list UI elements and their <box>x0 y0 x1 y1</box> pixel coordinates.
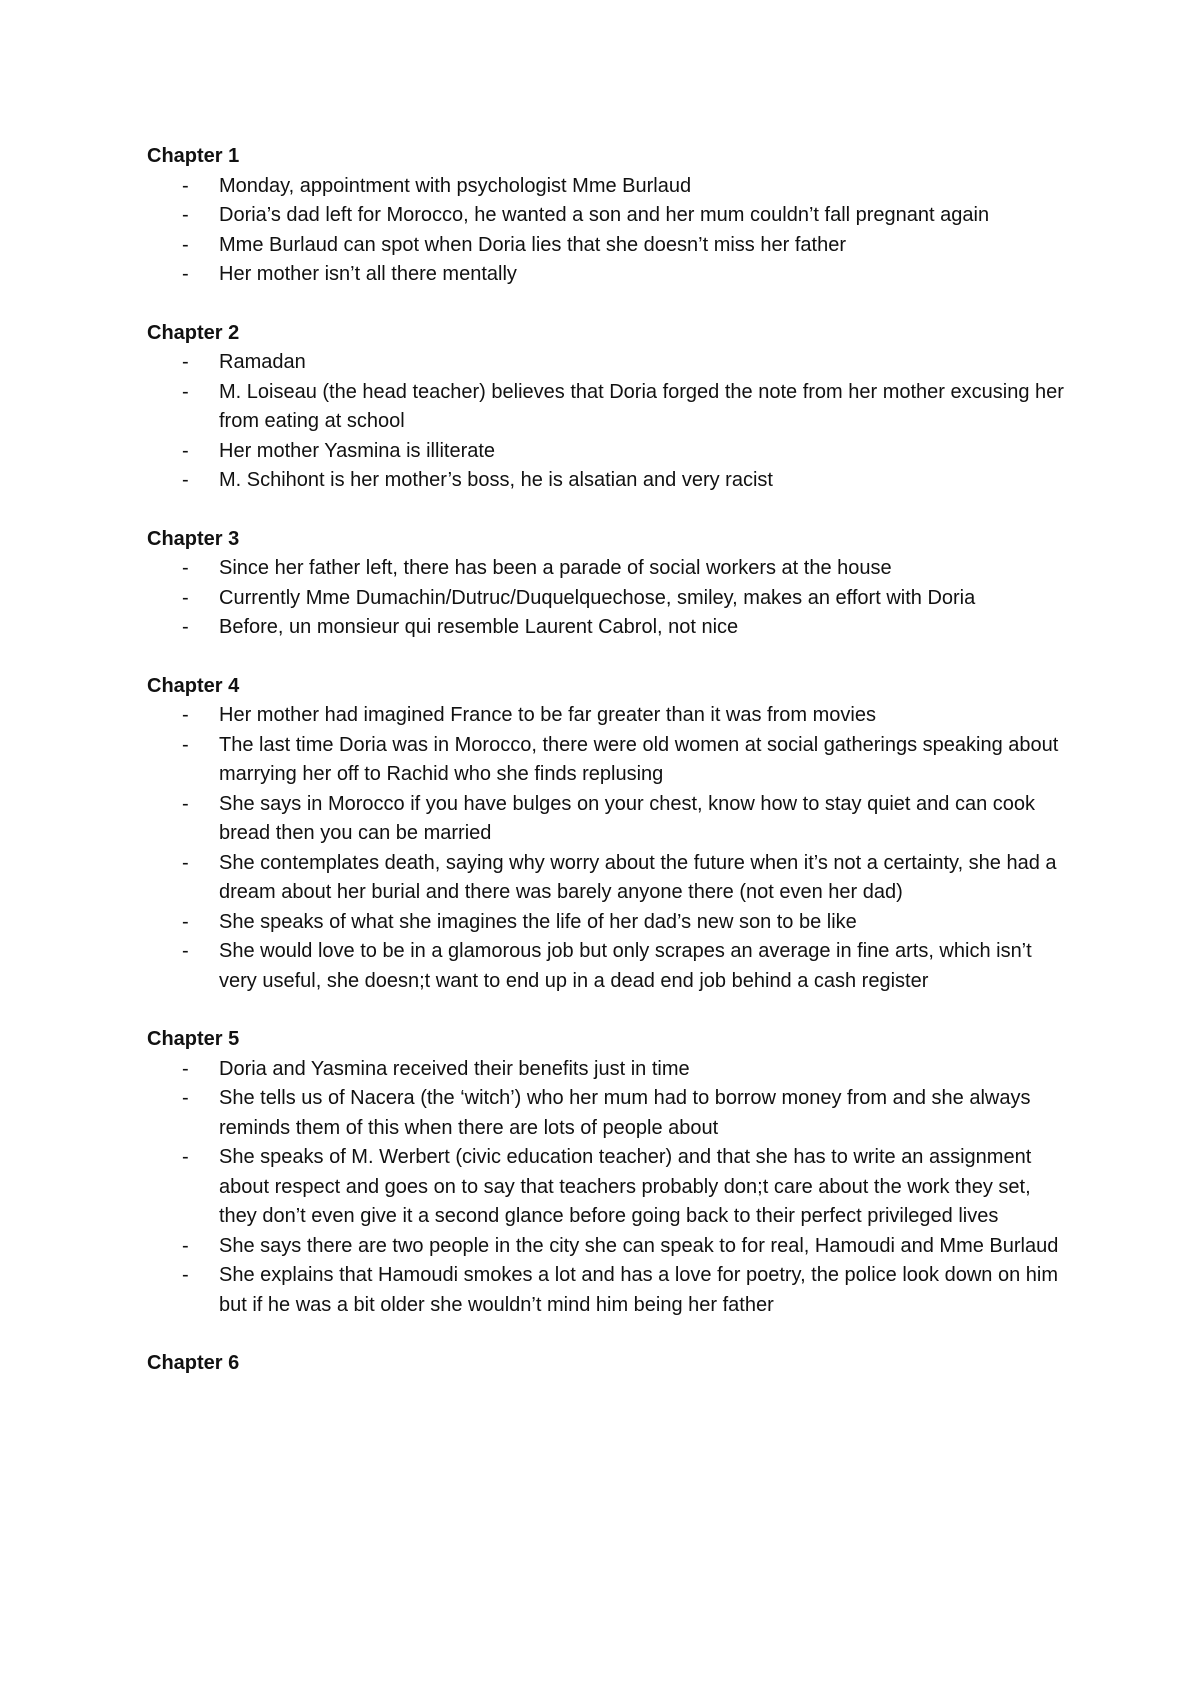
list-item <box>147 201 1067 231</box>
list-item <box>147 172 1067 202</box>
list-item <box>147 613 1067 643</box>
list-item <box>147 466 1067 496</box>
dash-bullet-icon: - <box>182 733 189 756</box>
list-item-text: M. Loiseau (the head teacher) believes that Doria forged the note from her mother excusing her from eating at school <box>219 380 1064 432</box>
list-item <box>147 1261 1067 1320</box>
chapter-heading: Chapter 6 <box>147 1352 240 1374</box>
list-item <box>147 378 1067 437</box>
dash-bullet-icon: - <box>182 616 189 638</box>
list-item <box>147 231 1067 261</box>
list-item-text: Monday, appointment with psychologist Mme Burlaud <box>219 174 692 197</box>
chapter-heading: Chapter 4 <box>147 674 240 697</box>
bullet-list <box>147 554 1067 643</box>
list-item <box>147 790 1067 849</box>
bullet-list <box>147 701 1067 996</box>
dash-bullet-icon: - <box>182 204 189 226</box>
dash-bullet-icon: - <box>182 351 189 373</box>
list-item-text: M. Schihont is her mother’s boss, he is alsatian and very racist <box>219 469 773 491</box>
list-item <box>147 348 1067 378</box>
dash-bullet-icon: - <box>182 263 189 285</box>
list-item <box>147 437 1067 467</box>
list-item-text: She tells us of Nacera (the ‘witch’) who her mum had to borrow money from and she always reminds them of this when there are lots of people about <box>219 1087 1031 1139</box>
list-item-text: Since her father left, there has been a parade of social workers at the house <box>219 557 892 579</box>
document-page <box>147 142 1067 1408</box>
list-item-text: Her mother had imagined France to be far greater than it was from movies <box>219 704 876 726</box>
list-item <box>147 260 1067 290</box>
bullet-list <box>147 1055 1067 1321</box>
list-item <box>147 731 1067 790</box>
dash-bullet-icon: - <box>182 704 189 726</box>
dash-bullet-icon: - <box>182 792 189 815</box>
list-item <box>147 849 1067 908</box>
list-item-text: Her mother Yasmina is illiterate <box>219 439 496 462</box>
dash-bullet-icon: - <box>182 233 189 256</box>
list-item-text: She says in Morocco if you have bulges on your chest, know how to stay quiet and can cook bread then you can be married <box>219 792 1036 844</box>
list-item-text: Her mother isn’t all there mentally <box>219 263 517 285</box>
list-item-text: Currently Mme Dumachin/Dutruc/Duquelquechose, smiley, makes an effort with Doria <box>219 586 976 609</box>
chapter-heading: Chapter 2 <box>147 321 240 344</box>
chapter-heading: Chapter 5 <box>147 1028 240 1050</box>
dash-bullet-icon: - <box>182 439 189 462</box>
list-item <box>147 908 1067 938</box>
list-item <box>147 554 1067 584</box>
dash-bullet-icon: - <box>182 557 189 579</box>
dash-bullet-icon: - <box>182 851 189 874</box>
list-item <box>147 701 1067 731</box>
list-item-text: She would love to be in a glamorous job but only scrapes an average in fine arts, which isn’t very useful, she doesn;t want to end up in a dead end job behind a cash register <box>219 940 1032 992</box>
dash-bullet-icon: - <box>182 1057 189 1080</box>
list-item-text: Doria’s dad left for Morocco, he wanted a son and her mum couldn’t fall pregnant again <box>219 204 990 226</box>
chapter-section <box>147 319 1067 496</box>
dash-bullet-icon: - <box>182 940 189 962</box>
chapter-heading: Chapter 3 <box>147 527 240 550</box>
chapter-section <box>147 672 1067 997</box>
dash-bullet-icon: - <box>182 1264 189 1286</box>
list-item-text: She says there are two people in the city she can speak to for real, Hamoudi and Mme Burlaud <box>219 1234 1059 1257</box>
list-item-text: Mme Burlaud can spot when Doria lies that she doesn’t miss her father <box>219 233 846 256</box>
list-item <box>147 1084 1067 1143</box>
chapter-section <box>147 1349 1067 1379</box>
chapter-section <box>147 1025 1067 1320</box>
list-item-text: Doria and Yasmina received their benefits just in time <box>219 1057 690 1080</box>
chapter-section <box>147 142 1067 290</box>
dash-bullet-icon: - <box>182 1234 189 1257</box>
list-item <box>147 1143 1067 1232</box>
list-item-text: She contemplates death, saying why worry about the future when it’s not a certainty, she had a dream about her burial and there was barely anyone there (not even her dad) <box>219 851 1057 903</box>
list-item-text: She speaks of what she imagines the life of her dad’s new son to be like <box>219 910 857 933</box>
list-item-text: Ramadan <box>219 351 306 373</box>
dash-bullet-icon: - <box>182 586 189 609</box>
list-item <box>147 937 1067 996</box>
dash-bullet-icon: - <box>182 1146 189 1168</box>
list-item <box>147 1055 1067 1085</box>
list-item <box>147 584 1067 614</box>
dash-bullet-icon: - <box>182 174 189 197</box>
dash-bullet-icon: - <box>182 1087 189 1109</box>
list-item <box>147 1232 1067 1262</box>
list-item-text: She explains that Hamoudi smokes a lot and has a love for poetry, the police look down on him but if he was a bit older she wouldn’t mind him being her father <box>219 1264 1058 1316</box>
list-item-text: Before, un monsieur qui resemble Laurent Cabrol, not nice <box>219 616 739 638</box>
bullet-list <box>147 172 1067 290</box>
chapter-heading: Chapter 1 <box>147 145 240 167</box>
list-item-text: She speaks of M. Werbert (civic education teacher) and that she has to write an assignment about respect and goes on to say that teachers probably don;t care about the work they set, they don’t even give it a second glance before going back to their perfect privileged lives <box>219 1146 1032 1227</box>
dash-bullet-icon: - <box>182 380 189 403</box>
chapter-section <box>147 525 1067 643</box>
bullet-list <box>147 348 1067 496</box>
dash-bullet-icon: - <box>182 910 189 933</box>
list-item-text: The last time Doria was in Morocco, there were old women at social gatherings speaking about marrying her off to Rachid who she finds replusing <box>219 733 1059 785</box>
dash-bullet-icon: - <box>182 469 189 491</box>
